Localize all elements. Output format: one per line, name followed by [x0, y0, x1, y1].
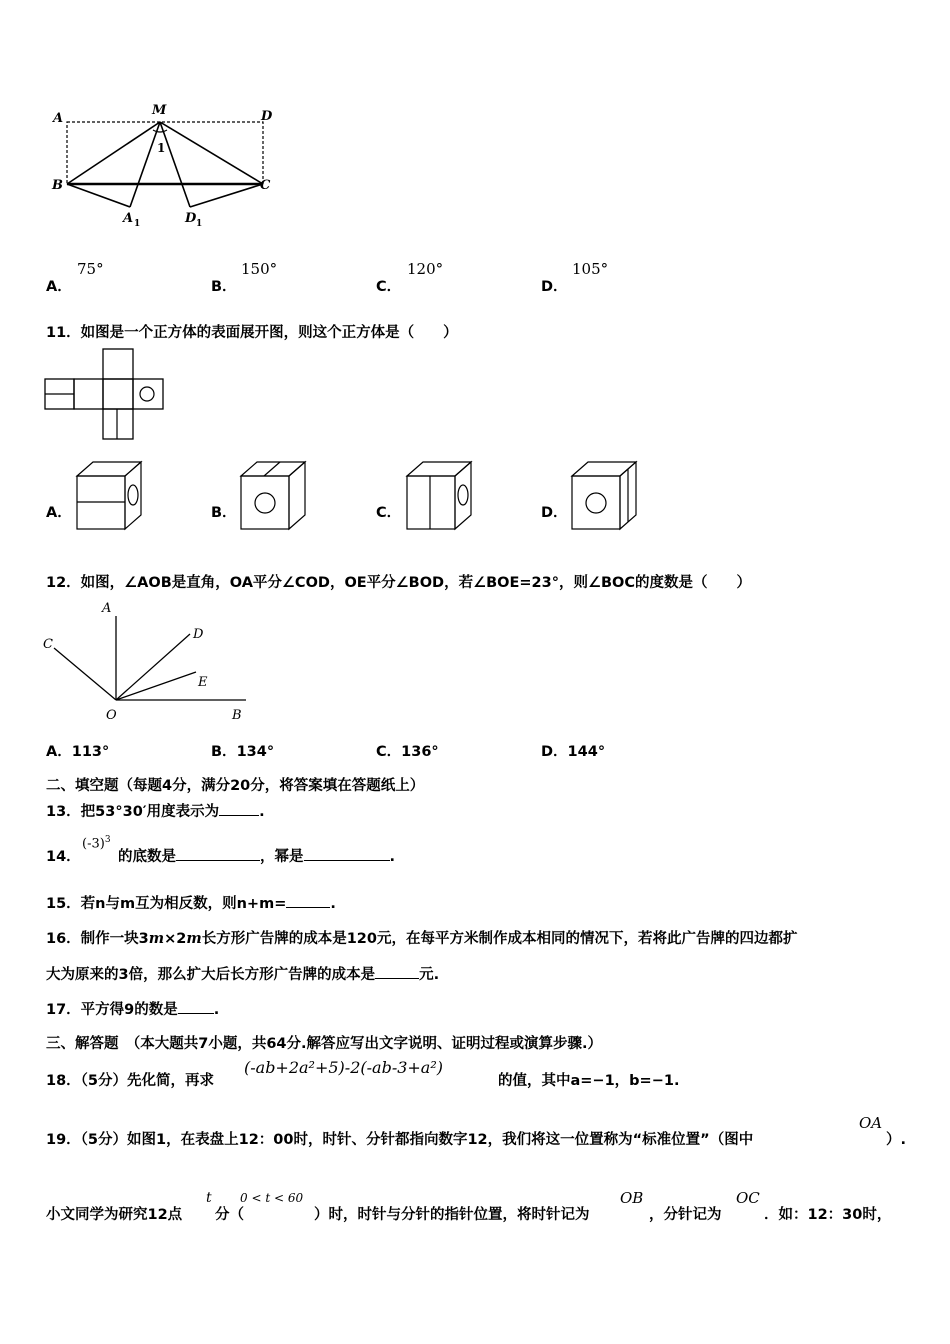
- q19-line2-d: ，分针记为: [649, 1207, 722, 1223]
- q10-angle-label: 1: [157, 141, 166, 155]
- q10-option-C-value: 120°: [407, 260, 444, 278]
- q10-segment-CD1: [190, 184, 263, 207]
- q15-text: 15．若n与m互为相反数，则n+m=: [46, 896, 287, 912]
- q10-segment-MA1: [130, 122, 160, 207]
- q10-segment-BA1: [67, 184, 130, 207]
- q18-expression: (-ab+2a²+5)-2(-ab-3+a²): [244, 1058, 443, 1077]
- q14-power-blank[interactable]: [304, 846, 390, 862]
- q12-ray-OD: [116, 634, 190, 700]
- q12-option-B: [211, 740, 274, 761]
- q12-option-D-value: 144°: [567, 744, 606, 760]
- q15-end: .: [330, 896, 336, 912]
- q13-text: 13．把53°30′用度表示为: [46, 804, 220, 820]
- q14-base: (-3): [82, 836, 105, 852]
- q19-line1-end: ）.: [886, 1132, 907, 1148]
- q12-figure: [40, 598, 260, 723]
- q10-label-A1: A: [123, 211, 134, 226]
- q19-line2-c: ）时，时针与分针的指针位置，将时针记为: [314, 1207, 590, 1223]
- q10-segment-MD1: [160, 122, 190, 207]
- q10-option-A-value: 75°: [77, 260, 104, 278]
- q16-line2: [46, 963, 439, 984]
- q10-option-B-value: 150°: [241, 260, 278, 278]
- section2-heading: 二、填空题（每题4分，满分20分，将答案填在答题纸上）: [46, 778, 425, 794]
- q12-option-D-letter: D．: [541, 744, 568, 760]
- q18-suffix: 的值，其中a=−1，b=−1.: [498, 1073, 680, 1089]
- q10-label-D: D: [261, 109, 273, 124]
- q19-line1-text: 19．（5分）如图1，在表盘上12：00时，时针、分针都指向数字12，我们将这一位置称为“标准位置”（图中: [46, 1132, 754, 1148]
- q15-answer-blank[interactable]: [286, 893, 330, 909]
- q11-net-center: [103, 379, 133, 409]
- q11-option-A: A．: [46, 505, 72, 521]
- q10-segment-MC: [160, 122, 263, 184]
- q14-end: .: [389, 849, 396, 865]
- q11-net-top: [103, 349, 133, 379]
- q19-OC: OC: [736, 1189, 760, 1207]
- q12-option-A-value: 113°: [71, 744, 110, 760]
- q16-times: ×2: [164, 931, 187, 947]
- q18-prefix: 18．（5分）先化简，再求: [46, 1073, 215, 1089]
- q10-option-A-letter: A．: [46, 279, 72, 295]
- q11-cube-D: [567, 460, 642, 532]
- q12-option-B-value: 134°: [236, 744, 275, 760]
- q14-number: 14．: [46, 849, 81, 865]
- q11-cube-C: [402, 460, 477, 532]
- q12-label-C: C: [43, 637, 53, 652]
- q16-line2-end: 元.: [419, 967, 440, 983]
- q14-base-blank[interactable]: [176, 846, 260, 862]
- q12-label-E: E: [198, 675, 208, 690]
- q13: [46, 800, 265, 821]
- q10-label-D1-sub: 1: [196, 219, 203, 229]
- q14-rest: [118, 845, 395, 866]
- q19-t: t: [206, 1190, 212, 1206]
- q14-power-expression: [82, 835, 111, 851]
- q12-label-A: A: [102, 601, 112, 616]
- q10-label-A: A: [53, 111, 64, 126]
- q16-line1: [46, 927, 797, 948]
- q11-net-bottom: [103, 409, 133, 439]
- q11-stem: 11．如图是一个正方体的表面展开图，则这个正方体是（ ）: [46, 325, 458, 341]
- q11-net-circle: [140, 387, 154, 401]
- q10-label-A1-sub: 1: [134, 219, 141, 229]
- q10-figure: [40, 100, 280, 230]
- q10-option-D-value: 105°: [572, 260, 609, 278]
- section3-heading: 三、解答题 （本大题共7小题，共64分.解答应写出文字说明、证明过程或演算步骤.）: [46, 1036, 603, 1052]
- q11-net-right: [133, 379, 163, 409]
- q16-m2: m: [186, 930, 202, 947]
- q14-base-label: 的底数是: [118, 849, 176, 865]
- q17-end: .: [213, 1002, 220, 1018]
- q12-option-C: [376, 740, 439, 761]
- q16-part1: 16．制作一块3: [46, 931, 149, 947]
- q12-stem: 12．如图，∠AOB是直角，OA平分∠COD，OE平分∠BOD，若∠BOE=23°，则∠BOC的度数是（ ）: [46, 575, 751, 591]
- q10-label-B: B: [52, 178, 63, 193]
- q19-range: 0 < t < 60: [240, 1191, 304, 1205]
- q11-cube-B: [236, 460, 311, 532]
- q12-label-D: D: [193, 627, 204, 642]
- q12-ray-OE: [116, 672, 196, 700]
- q12-option-B-letter: B．: [211, 744, 237, 760]
- q12-option-C-letter: C．: [376, 744, 402, 760]
- q12-option-A-letter: A．: [46, 744, 72, 760]
- q11-cube-A: [72, 460, 147, 532]
- q16-answer-blank[interactable]: [375, 964, 419, 980]
- q12-label-B: B: [232, 708, 242, 723]
- q15: [46, 892, 336, 913]
- q12-label-O: O: [106, 708, 117, 723]
- q11-net-figure: [44, 348, 166, 442]
- q10-segment-MB: [67, 122, 160, 184]
- q14-power-label: ，幂是: [260, 849, 304, 865]
- q17: [46, 998, 219, 1019]
- q12-option-A: [46, 740, 109, 761]
- q14-exponent: 3: [104, 835, 111, 845]
- q13-end: .: [259, 804, 265, 820]
- q10-option-D-letter: D．: [541, 279, 568, 295]
- q16-part2: 长方形广告牌的成本是120元，在每平方米制作成本相同的情况下，若将此广告牌的四边都扩: [201, 931, 798, 947]
- q19-OA: OA: [859, 1114, 883, 1132]
- q10-option-C-letter: C．: [376, 279, 402, 295]
- q10-label-D1: D: [185, 211, 197, 226]
- q14: [46, 845, 81, 866]
- q11-option-C: C．: [376, 505, 402, 521]
- q10-angle-mark: [153, 130, 167, 132]
- q10-option-B-letter: B．: [211, 279, 237, 295]
- q12-option-D: [541, 740, 605, 761]
- q11-option-B: B．: [211, 505, 237, 521]
- q10-label-C: C: [260, 178, 271, 193]
- q17-answer-blank[interactable]: [178, 999, 214, 1015]
- q17-text: 17．平方得9的数是: [46, 1002, 178, 1018]
- q16-line2-text: 大为原来的3倍，那么扩大后长方形广告牌的成本是: [46, 967, 376, 983]
- q12-ray-OC: [54, 648, 116, 700]
- q16-m1: m: [148, 930, 165, 947]
- q12-option-C-value: 136°: [401, 744, 439, 760]
- q19-line2-b: 分（: [215, 1207, 244, 1223]
- q11-net-left1: [74, 379, 103, 409]
- q19-line2-e: ．如：12：30时，: [764, 1207, 892, 1223]
- q19-OB: OB: [620, 1189, 644, 1207]
- q13-answer-blank[interactable]: [219, 801, 259, 817]
- q11-option-D: D．: [541, 505, 568, 521]
- q19-line2-a: 小文同学为研究12点: [46, 1207, 183, 1223]
- q10-label-M: M: [152, 103, 167, 118]
